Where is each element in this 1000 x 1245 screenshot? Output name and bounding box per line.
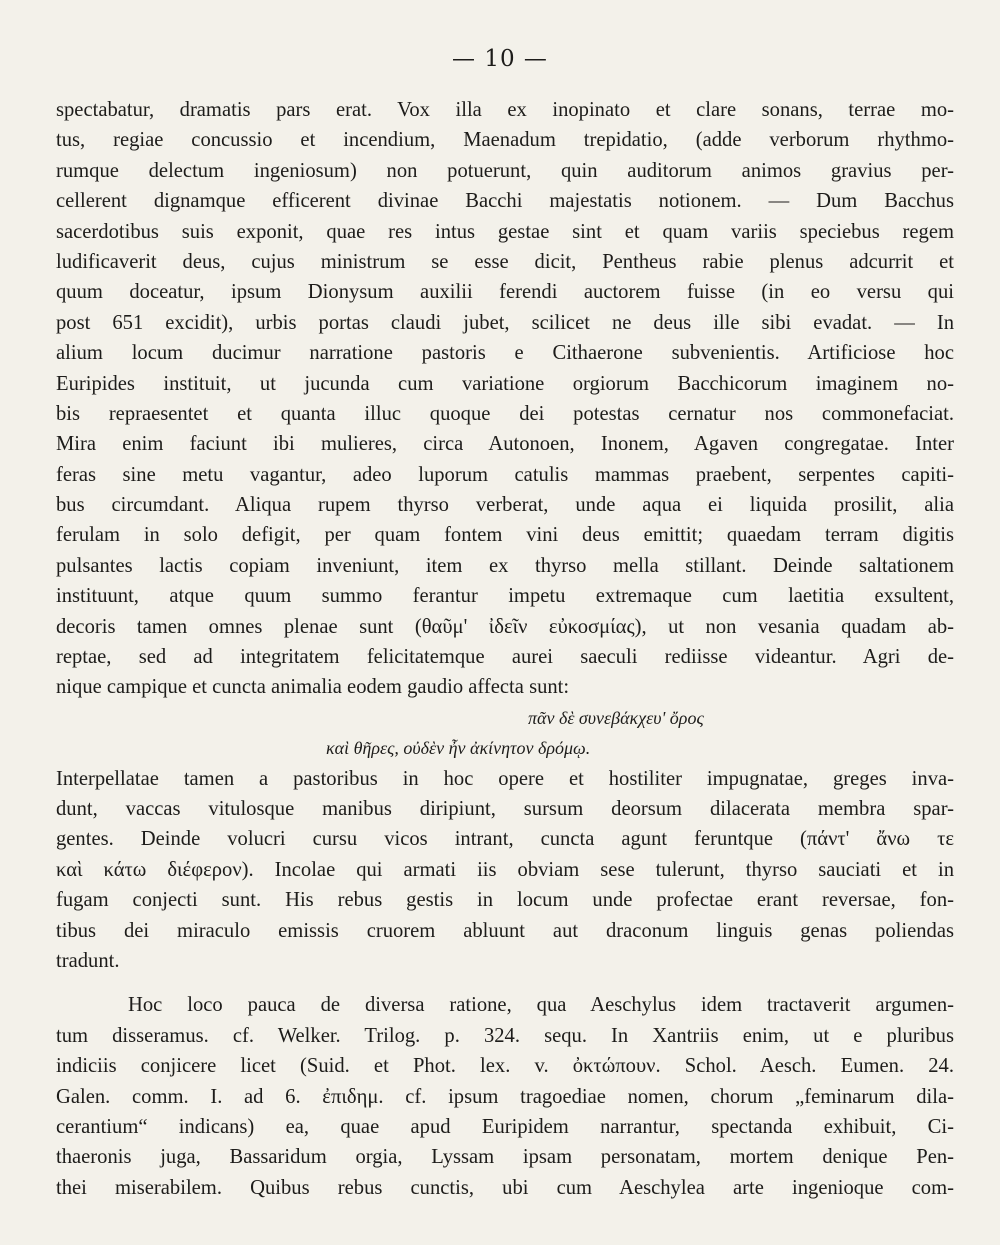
text-line: tibus dei miraculo emissis cruorem abluunt aut draconum linguis genas poliendas [56,919,954,942]
text-line: reptae, sed ad integritatem felicitatemque aurei saeculi rediisse videantur. Agri de- [56,646,954,669]
text-line: decoris tamen omnes plenae sunt (θαῦμ' ἰδεῖν εὐκοσμίας), ut non vesania quadam ab- [56,615,954,638]
text-line: tradunt. [56,949,120,972]
paragraph-2 [56,764,954,977]
text-line: post 651 excidit), urbis portas claudi jubet, scilicet ne deus ille sibi evadat. — In [56,311,954,334]
verse-line: πᾶν δὲ συνεβάκχευ' ὄρος [528,707,704,728]
text-line: indiciis conjicere licet (Suid. et Phot. lex. v. ὀκτώπουν. Schol. Aesch. Eumen. 24. [56,1055,954,1078]
text-line: tus, regiae concussio et incendium, Maenadum trepidatio, (adde verborum rhythmo- [56,129,954,152]
text-line: καὶ κάτω διέφερον). Incolae qui armati iis obviam sese tulerunt, thyrso sauciati et in [56,858,954,881]
text-line: cerantium“ indicans) ea, quae apud Euripidem narrantur, spectanda exhibuit, Ci- [56,1115,954,1138]
text-line: instituunt, atque quum summo ferantur impetu extremaque cum laetitia exsultent, [56,585,954,608]
text-line: spectabatur, dramatis pars erat. Vox illa ex inopinato et clare sonans, terrae mo- [56,99,954,121]
text-line: Hoc loco pauca de diversa ratione, qua Aeschylus idem tractaverit argumen- [128,994,954,1017]
text-line: gentes. Deinde volucri cursu vicos intrant, cuncta agunt feruntque (πάντ' ἄνω τε [56,828,954,851]
text-line: bis repraesentet et quanta illuc quoque dei potestas cernatur nos commonefaciat. [56,402,954,425]
text-line: dunt, vaccas vitulosque manibus diripiunt, sursum deorsum dilacerata membra spar- [56,797,954,820]
text-line: tum disseramus. cf. Welker. Trilog. p. 324. sequ. In Xantriis enim, ut e pluribus [56,1024,954,1047]
text-line: thaeronis juga, Bassaridum orgia, Lyssam ipsam personatam, mortem denique Pen- [56,1146,954,1169]
text-line: quum doceatur, ipsum Dionysum auxilii ferendi auctorem fuisse (in eo versu qui [56,281,954,304]
text-line: sacerdotibus suis exponit, quae res intus gestae sint et quam variis speciebus regem [56,220,954,243]
text-line: rumque delectum ingeniosum) non potuerunt, quin auditorum animos gravius per- [56,159,954,182]
text-line: ferulam in solo defigit, per quam fontem vini deus emittit; quaedam terram digitis [56,524,954,547]
text-line: Galen. comm. I. ad 6. ἐπιδημ. cf. ipsum tragoediae nomen, chorum „feminarum dila- [56,1085,954,1108]
text-line: feras sine metu vagantur, adeo luporum catulis mammas praebent, serpentes capiti- [56,463,954,486]
page-number: — 10 — [452,46,548,72]
paragraph-gap [56,976,954,990]
text-line: alium locum ducimur narratione pastoris e Cithaerone subvenientis. Artificiose hoc [56,342,954,365]
text-line: bus circumdant. Aliqua rupem thyrso verberat, unde aqua ei liquida prosilit, alia [56,494,954,517]
paragraph-3 [56,990,954,1203]
text-line: thei miserabilem. Quibus rebus cunctis, ubi cum Aeschylea arte ingenioque com- [56,1176,954,1199]
text-line: Euripides instituit, ut jucunda cum variatione orgiorum Bacchicorum imaginem no- [56,372,954,395]
text-line: fugam conjecti sunt. His rebus gestis in locum unde profectae erant reversae, fon- [56,889,954,912]
paragraph-1 [56,95,954,703]
verse-line: καὶ θῆρες, οὐδὲν ἦν ἀκίνητον δρόμῳ. [326,738,591,759]
text-line: nique campique et cuncta animalia eodem gaudio affecta sunt: [56,676,570,699]
text-line: Interpellatae tamen a pastoribus in hoc opere et hostiliter impugnatae, greges inva- [56,767,954,790]
text-line: cellerent dignamque efficerent divinae Bacchi majestatis notionem. — Dum Bacchus [56,190,954,213]
text-line: pulsantes lactis copiam inveniunt, item ex thyrso mella stillant. Deinde saltationem [56,554,954,577]
text-line: Mira enim faciunt ibi mulieres, circa Autonoen, Inonem, Agaven congregatae. Inter [56,433,954,456]
text-line: ludificaverit deus, cujus ministrum se esse dicit, Pentheus rabie plenus adcurrit et [56,250,954,273]
body-text [56,95,954,1203]
greek-verse-quote [56,703,954,764]
